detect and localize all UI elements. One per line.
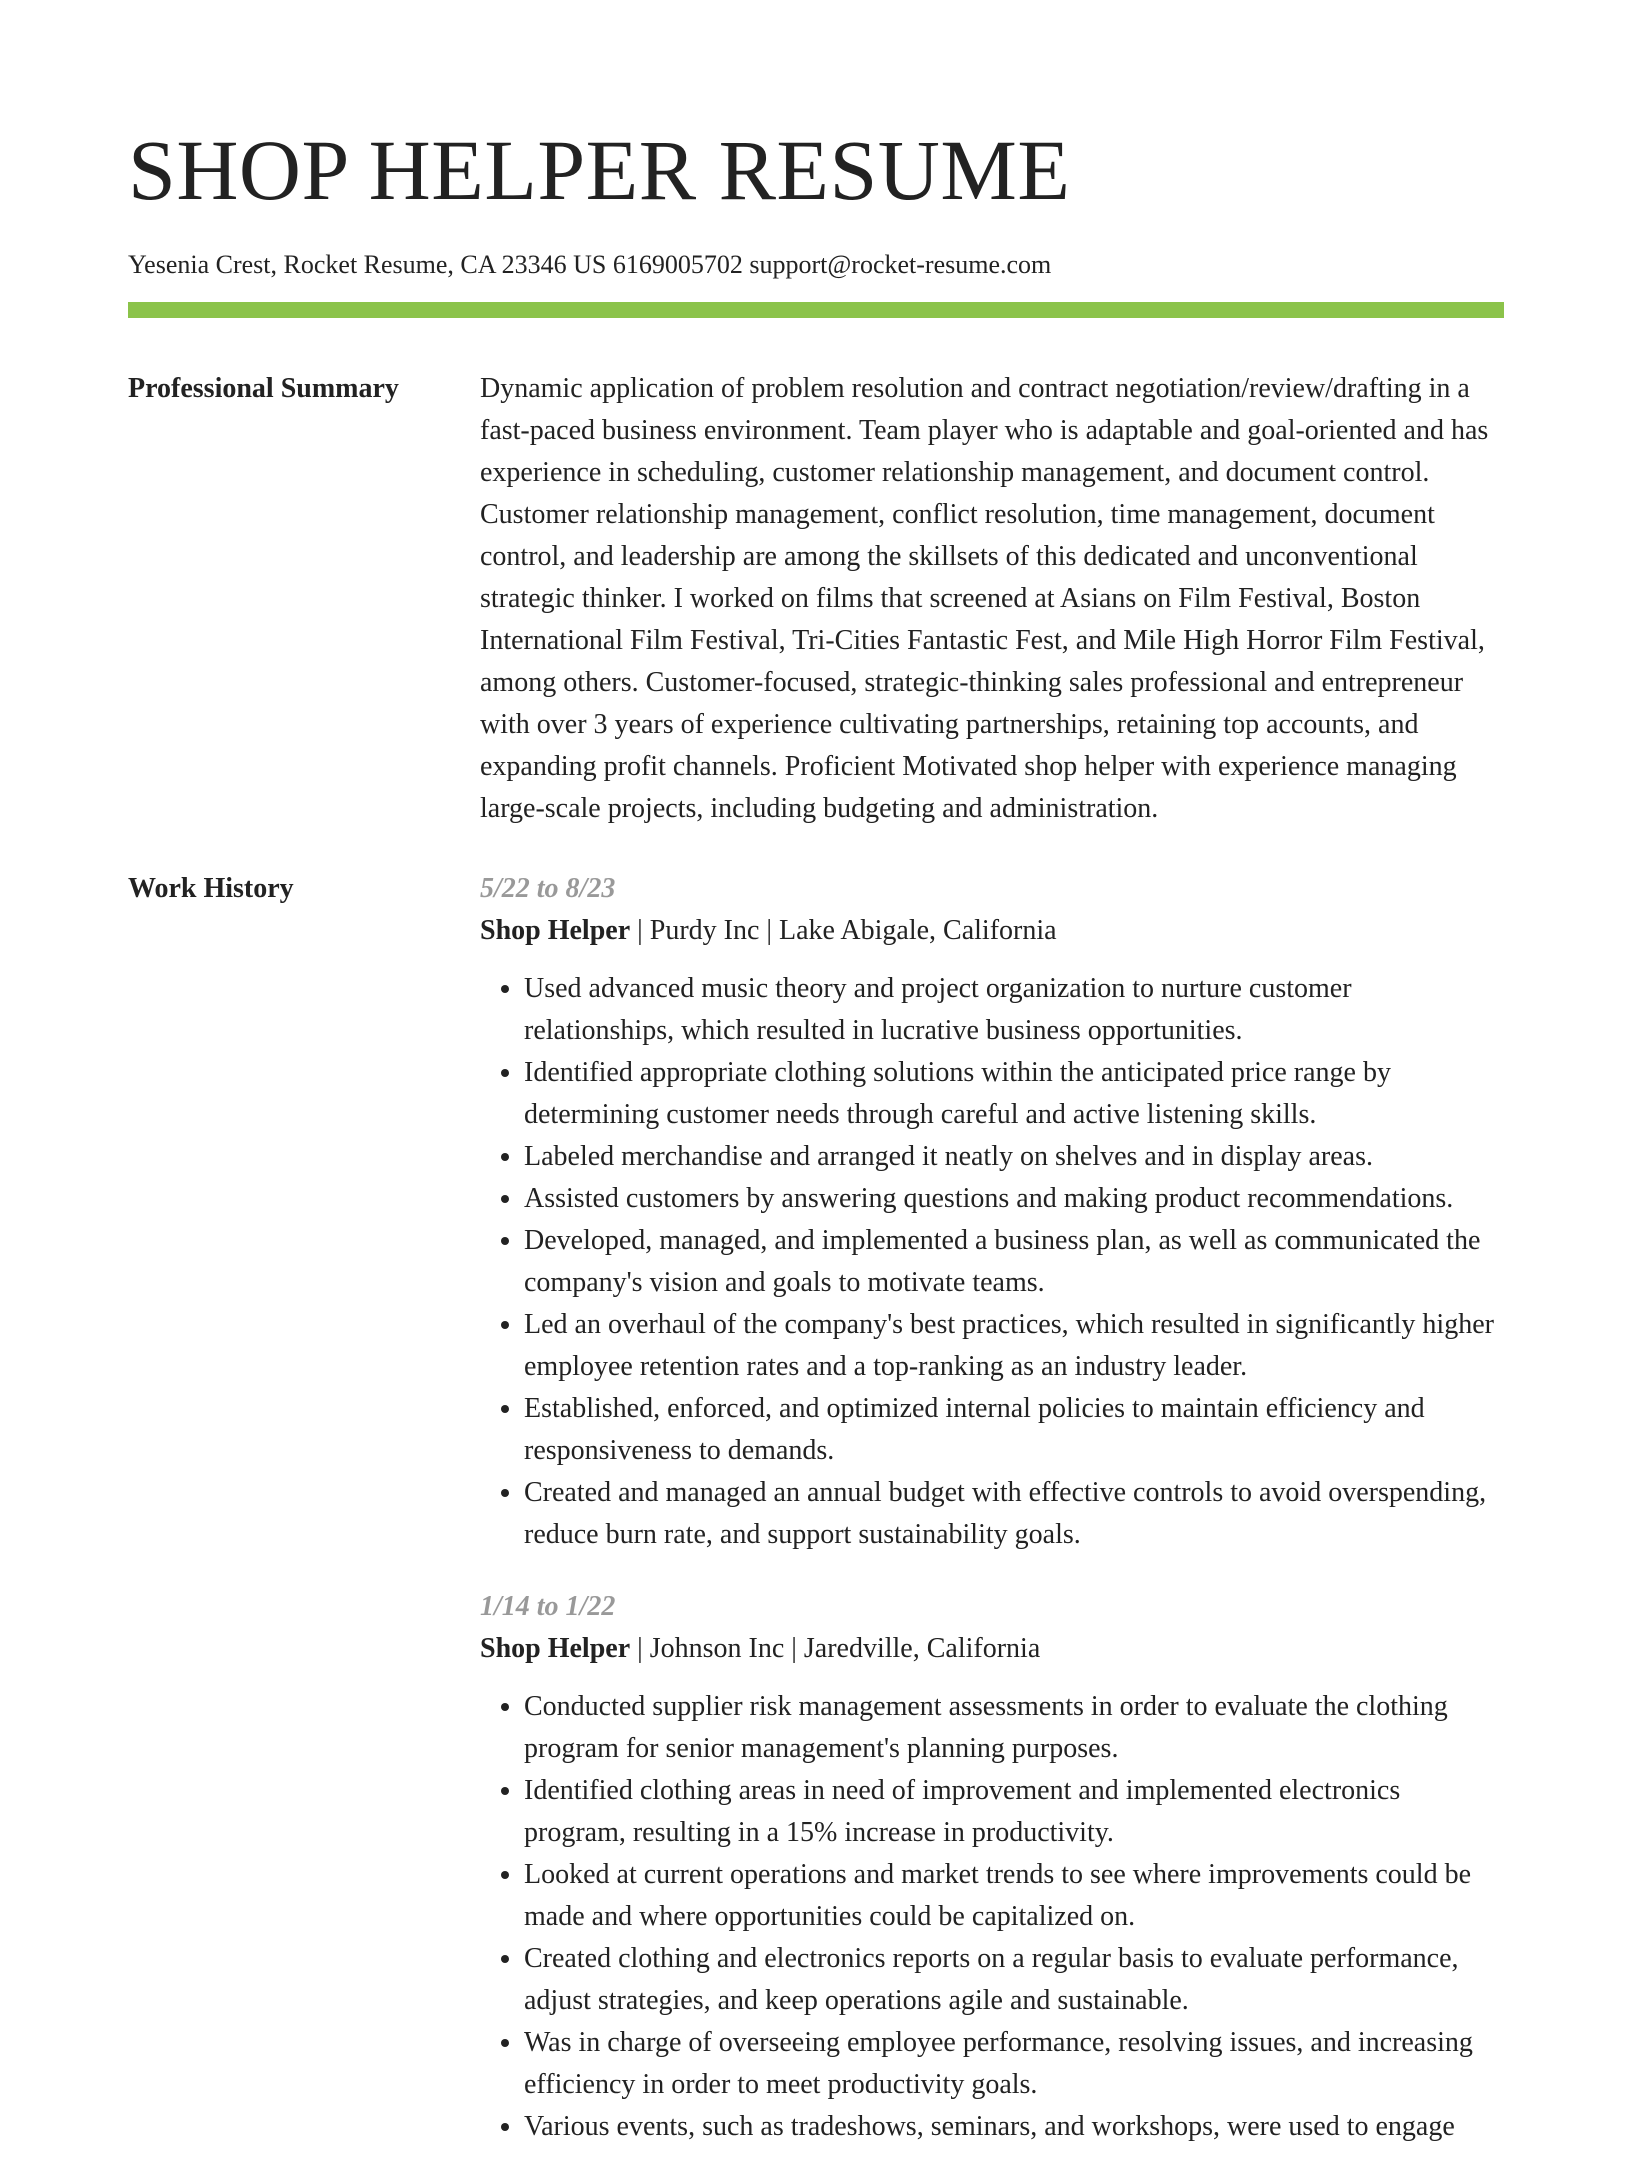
section-label-professional-summary: Professional Summary [128, 373, 399, 404]
job-bullet: • Identified clothing areas in need of improvement and implemented electronics program, resulting in a 15% increase in productivity. [524, 1770, 1504, 1854]
work-history-section [128, 868, 1504, 2178]
resume-page [128, 0, 1504, 2178]
job-bullet: • Established, enforced, and optimized internal policies to maintain efficiency and responsiveness to demands. [524, 1388, 1504, 1472]
contact-info: Yesenia Crest, Rocket Resume, CA 23346 US 6169005702 support@rocket-resume.com [128, 250, 1052, 279]
resume-title: SHOP HELPER RESUME [128, 122, 1071, 218]
job-bullet: • Created clothing and electronics reports on a regular basis to evaluate performance, adjust strategies, and keep operations agile and sustainable. [524, 1938, 1504, 2022]
job-bullet-list [480, 1686, 1504, 2148]
job-employer-location: | Johnson Inc | Jaredville, California [630, 1633, 1041, 1664]
job-entry [480, 1586, 1504, 2148]
professional-summary-section [128, 368, 1504, 830]
job-bullet: • Conducted supplier risk management assessments in order to evaluate the clothing program for senior management's planning purposes. [524, 1686, 1504, 1770]
job-bullet: • Created and managed an annual budget with effective controls to avoid overspending, reduce burn rate, and support sustainability goals. [524, 1472, 1504, 1556]
job-bullet: • Was in charge of overseeing employee performance, resolving issues, and increasing efficiency in order to meet productivity goals. [524, 2022, 1504, 2106]
job-bullet: • Led an overhaul of the company's best practices, which resulted in significantly higher employee retention rates and a top-ranking as an industry leader. [524, 1304, 1504, 1388]
work-history-body [480, 868, 1504, 2178]
job-entry [480, 868, 1504, 1556]
job-bullet: • Various events, such as tradeshows, seminars, and workshops, were used to engage [524, 2106, 1504, 2148]
job-bullet: • Looked at current operations and market trends to see where improvements could be made and where opportunities could be capitalized on. [524, 1854, 1504, 1938]
header-divider [128, 302, 1504, 318]
job-bullet: • Identified appropriate clothing solutions within the anticipated price range by determining customer needs through careful and active listening skills. [524, 1052, 1504, 1136]
summary-text: Dynamic application of problem resolution and contract negotiation/review/drafting in a fast-paced business environment. Team player who is adaptable and goal-oriented and has experience in scheduling, customer relationship management, and document control. Customer relationship management, conflict resolution, time management, document control, and leadership are among the skillsets of this dedicated and unconventional strategic thinker. I worked on films that screened at Asians on Film Festival, Boston International Film Festival, Tri-Cities Fantastic Fest, and Mile High Horror Film Festival, among others. Customer-focused, strategic-thinking sales professional and entrepreneur with over 3 years of experience cultivating partnerships, retaining top accounts, and expanding profit channels. Proficient Motivated shop helper with experience managing large-scale projects, including budgeting and administration. [480, 373, 1489, 824]
section-label-work-history: Work History [128, 873, 294, 904]
job-heading [480, 910, 1504, 952]
job-bullet: • Developed, managed, and implemented a business plan, as well as communicated the company's vision and goals to motivate teams. [524, 1220, 1504, 1304]
job-title: Shop Helper [480, 1633, 631, 1664]
job-bullet-list [480, 968, 1504, 1556]
job-dates: 5/22 to 8/23 [480, 873, 616, 904]
job-bullet: • Labeled merchandise and arranged it neatly on shelves and in display areas. [524, 1136, 1504, 1178]
summary-body [480, 368, 1504, 830]
job-bullet: • Assisted customers by answering questions and making product recommendations. [524, 1178, 1504, 1220]
job-heading [480, 1628, 1504, 1670]
job-dates: 1/14 to 1/22 [480, 1591, 616, 1622]
job-bullet: • Used advanced music theory and project organization to nurture customer relationships, which resulted in lucrative business opportunities. [524, 968, 1504, 1052]
job-title: Shop Helper [480, 915, 631, 946]
job-employer-location: | Purdy Inc | Lake Abigale, California [630, 915, 1057, 946]
